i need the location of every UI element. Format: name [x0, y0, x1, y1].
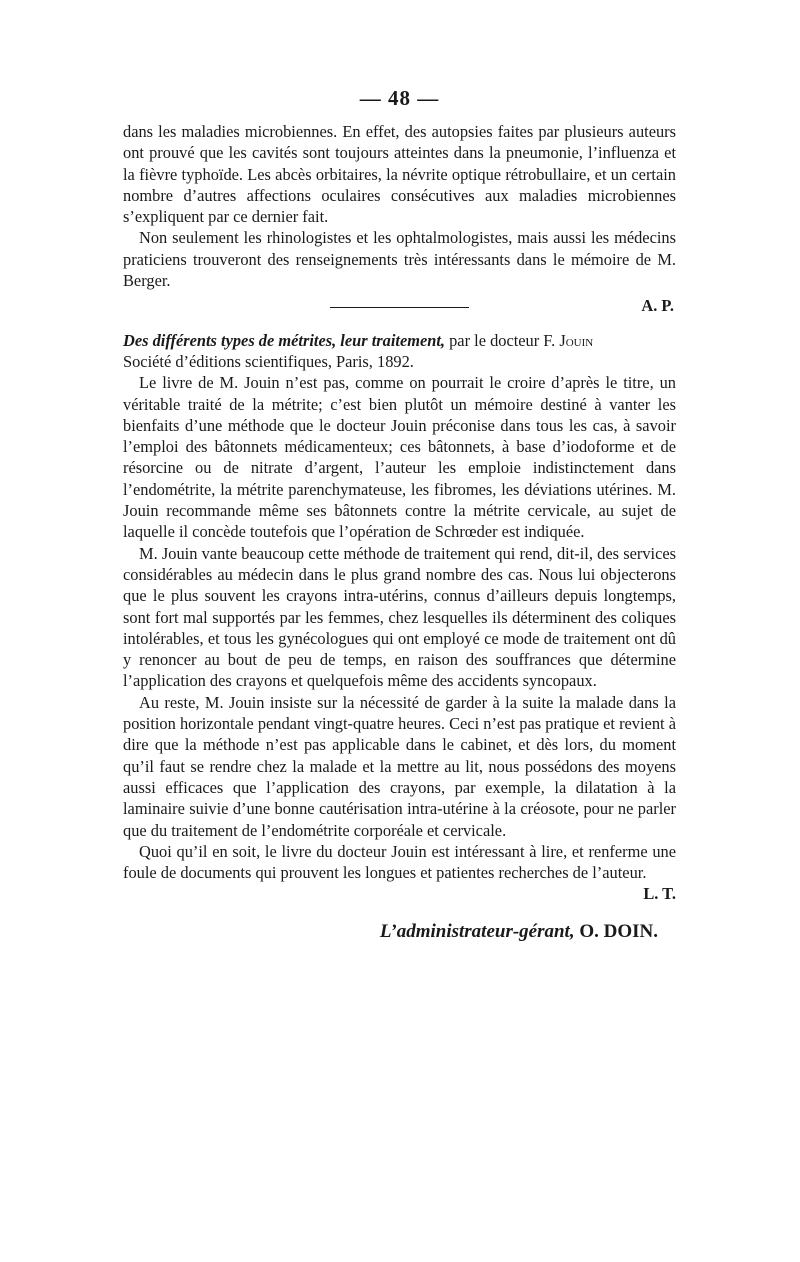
paragraph-review-1: Le livre de M. Jouin n’est pas, comme on pourrait le croire d’après le titre, un véritable traité de la métrite; c’est bien plutôt un mémoire destiné à vanter les bienfaits d’une méthode que le docteur Jouin préconise dans tous les cas, à savoir l’emploi des bâtonnets médicamenteux; ces bâtonnets, à base d’iodoforme et de résorcine ou de nitrate d’argent, l’auteur les emploie indistinctement dans l’endométrite, la métrite parenchymateuse, les fibromes, les déviations utérines. M. Jouin recommande même ses bâtonnets contre la métrite cervicale, au sujet de laquelle il concède toutefois que l’opération de Schrœder est indiquée.	[123, 373, 676, 542]
review-author-prefix: par le docteur F.	[445, 330, 560, 350]
administrator-role: L’administrateur-gérant,	[379, 920, 575, 942]
review-heading	[123, 330, 676, 351]
review-publisher: Société d’éditions scientifiques, Paris, 1892.	[123, 351, 414, 371]
review-title: Des différents types de métrites, leur traitement,	[123, 330, 446, 350]
paragraph-rhinologists: Non seulement les rhinologistes et les ophtalmologistes, mais aussi les médecins praticiens trouveront des renseignements très intéressants dans le mémoire de M. Berger.	[123, 228, 676, 291]
page-number: — 48 —	[359, 86, 440, 110]
paragraph-review-4: Quoi qu’il en soit, le livre du docteur Jouin est intéressant à lire, et renferme une foule de documents qui prouvent les longues et patientes recherches de l’auteur.	[123, 841, 676, 883]
paragraph-review-3: Au reste, M. Jouin insiste sur la nécessité de garder à la suite la malade dans la position horizontale pendant vingt-quatre heures. Ceci n’est pas pratique et revient à dire que la méthode n’est pas applicable dans le cabinet, et dès lors, du moment qu’il faut se rendre chez la malade et la mettre au lit, nous possédons des moyens aussi efficaces que l’application des crayons, par exemple, la dilatation à la laminaire suivie d’une bonne cautérisation intra-utérine à la créosote, pour ne parler que du traitement de l’endométrite corporéale et cervicale.	[123, 692, 676, 840]
section-divider	[330, 307, 469, 308]
book-page	[123, 86, 676, 945]
paragraph-review-2: M. Jouin vante beaucoup cette méthode de traitement qui rend, dit-il, des services considérables au médecin dans le plus grand nombre des cas. Nous lui objecterons que le plus souvent les crayons intra-utérins, connus d’ailleurs depuis longtemps, sont fort mal supportés par les femmes, chez lesquelles ils déterminent des coliques intolérables, et tous les gynécologues qui ont employé ce mode de traitement ont dû y renoncer au bout de peu de temps, en raison des souffrances que détermine l’application des crayons et quelquefois même des accidents syncopaux.	[123, 543, 676, 691]
administrator-line	[123, 919, 676, 945]
signature-lt: L. T.	[643, 884, 676, 904]
paragraph-continuation: dans les maladies microbiennes. En effet, des autopsies faites par plusieurs auteurs ont prouvé que les cavités sont toujours atteintes dans la pneumonie, l’influenza et la fièvre typhoïde. Les abcès orbitaires, la névrite optique rétrobullaire, et un certain nombre d’autres affections oculaires consécutives aux maladies microbiennes s’expliquent par ce dernier fait.	[123, 122, 676, 227]
review-author-name: Jouin	[559, 330, 594, 350]
administrator-name: O. DOIN.	[574, 920, 658, 942]
signature-ap: A. P.	[641, 296, 674, 316]
